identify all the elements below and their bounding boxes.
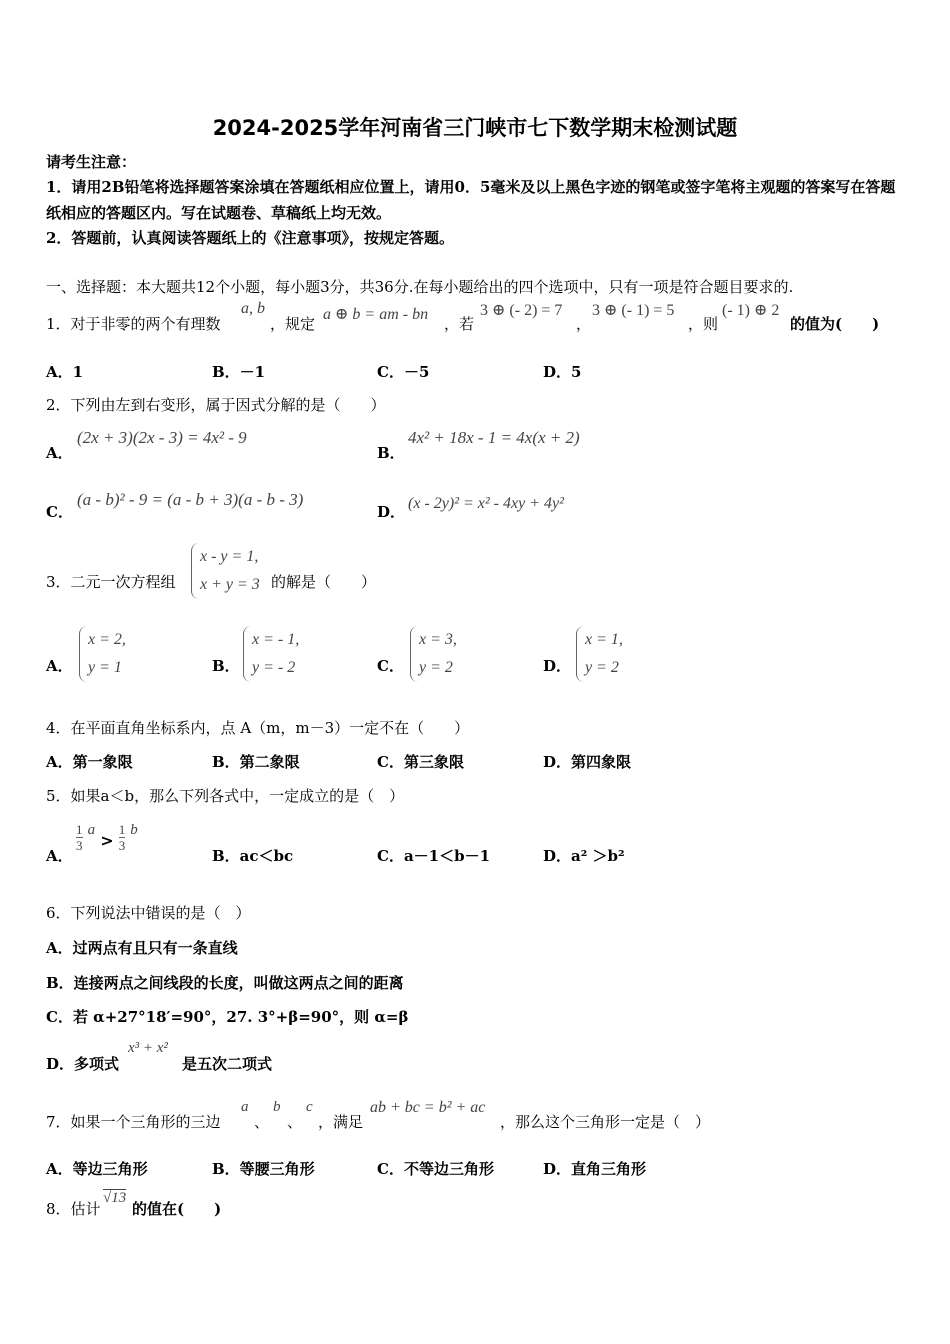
q1-option-b[interactable]: B．－1 (212, 363, 266, 381)
q2-expr-c: (a - b)² - 9 = (a - b + 3)(a - b - 3) (77, 490, 304, 509)
q5-var-b: b (130, 822, 138, 838)
q7-text-2: ，满足 (318, 1113, 364, 1131)
q7-option-b[interactable]: B．等腰三角形 (212, 1160, 315, 1178)
q3-option-d[interactable]: D． (543, 657, 572, 675)
q4-option-d[interactable]: D．第四象限 (543, 753, 632, 771)
q4-option-b[interactable]: B．第二象限 (212, 753, 300, 771)
q4-option-a[interactable]: A．第一象限 (46, 753, 133, 771)
q8-text-1: 8．估计 (46, 1200, 101, 1218)
q3-c-eq1: x = 3, (419, 631, 457, 648)
q3-text-1: 3．二元一次方程组 (46, 573, 176, 591)
q6-d-expr: x³ + x² (128, 1040, 168, 1056)
q6-option-d-tail: 是五次二项式 (182, 1055, 273, 1073)
q2-option-d[interactable]: D． (377, 503, 406, 521)
notice-item-2: 2．答题前，认真阅读答题纸上的《注意事项》，按规定答题。 (46, 229, 454, 247)
q2-option-a[interactable]: A． (46, 444, 73, 462)
q3-option-b[interactable]: B． (212, 657, 240, 675)
q2-stem: 2．下列由左到右变形，属于因式分解的是（ ） (46, 396, 386, 414)
q2-option-b[interactable]: B． (377, 444, 405, 462)
q1-text-1: 1．对于非零的两个有理数 (46, 315, 221, 333)
q7-sep-1: 、 (254, 1113, 270, 1131)
q3-system-d (576, 626, 623, 682)
q3-d-eq1: x = 1, (585, 631, 623, 648)
q1-option-d[interactable]: D．5 (543, 363, 582, 381)
q4-stem: 4．在平面直角坐标系内，点 A（m，m－3）一定不在（ ） (46, 719, 470, 737)
q1-cond2: 3 ⊕ (- 1) = 5 (592, 302, 675, 319)
q3-b-eq2: y = - 2 (252, 659, 296, 676)
q7-b: b (273, 1099, 281, 1115)
q1-cond1: 3 ⊕ (- 2) = 7 (480, 302, 563, 319)
q5-var-a: a (87, 822, 96, 838)
q3-b-eq1: x = - 1, (252, 631, 300, 648)
q6-option-c[interactable]: C．若 α+27°18′=90°，27. 3°+β=90°，则 α=β (46, 1008, 409, 1026)
q7-text-3: ，那么这个三角形一定是（ ） (500, 1113, 711, 1131)
q2-option-c[interactable]: C． (46, 503, 73, 521)
q8-text-2: 的值在( ) (132, 1200, 222, 1218)
notice-item-1: 1．请用2B铅笔将选择题答案涂填在答题纸相应位置上，请用0．5毫米及以上黑色字迹的钢笔或签字笔将主观题的答案写在答题纸相应的答题区内。写在试题卷、草稿纸上均无效。 (46, 178, 896, 222)
section-heading: 一、选择题：本大题共12个小题，每小题3分，共36分.在每小题给出的四个选项中，只有一项是符合题目要求的. (46, 278, 794, 296)
page-title: 2024-2025学年河南省三门峡市七下数学期末检测试题 (212, 116, 738, 140)
q2-expr-a: (2x + 3)(2x - 3) = 4x² - 9 (77, 428, 247, 447)
q7-option-a[interactable]: A．等边三角形 (46, 1160, 148, 1178)
q3-eq1: x - y = 1, (200, 548, 259, 565)
q1-comma: ， (576, 315, 592, 333)
q8-radical: √13 (103, 1190, 127, 1206)
q3-a-eq1: x = 2, (88, 631, 126, 648)
q6-option-b[interactable]: B．连接两点之间线段的长度，叫做这两点之间的距离 (46, 974, 404, 992)
q3-eq2: x + y = 3 (200, 576, 260, 593)
q1-option-c[interactable]: C．－5 (377, 363, 430, 381)
q1-text-2: ，规定 (270, 315, 316, 333)
q5-option-d[interactable]: D．a² ＞b² (543, 847, 625, 865)
q5-frac-1: $\frac{1}{3}$ (76, 822, 83, 853)
q6-option-d[interactable]: D．多项式 (46, 1055, 120, 1073)
q5-gt: > (100, 831, 114, 850)
q7-c: c (306, 1099, 313, 1115)
q7-cond: ab + bc = b² + ac (370, 1099, 486, 1116)
q1-var: a, b (241, 300, 265, 317)
q3-system-a (79, 626, 126, 682)
q5-expr-a (76, 822, 138, 853)
q7-sep-2: 、 (287, 1113, 303, 1131)
q5-option-b[interactable]: B．ac＜bc (212, 847, 294, 865)
q2-expr-d: (x - 2y)² = x² - 4xy + 4y² (408, 495, 564, 512)
q3-c-eq2: y = 2 (419, 659, 453, 676)
q6-stem: 6．下列说法中错误的是（ ） (46, 904, 251, 922)
q3-option-a[interactable]: A． (46, 657, 73, 675)
q7-text-1: 7．如果一个三角形的三边 (46, 1113, 221, 1131)
q1-text-3: ，若 (444, 315, 475, 333)
q2-expr-b: 4x² + 18x - 1 = 4x(x + 2) (408, 428, 580, 447)
q1-option-a[interactable]: A．1 (46, 363, 84, 381)
q3-system (191, 543, 260, 599)
q6-option-a[interactable]: A．过两点有且只有一条直线 (46, 939, 238, 957)
q5-frac-2: $\frac{1}{3}$ (118, 822, 126, 853)
q3-text-2: 的解是（ ） (271, 573, 377, 591)
q3-system-b (243, 626, 299, 682)
q5-option-a[interactable]: A． (46, 847, 73, 865)
q1-rule: a ⊕ b = am - bn (323, 306, 429, 323)
q1-text-5: 的值为( ) (790, 315, 880, 333)
q1-target: (- 1) ⊕ 2 (722, 302, 780, 319)
q5-option-c[interactable]: C．a－1＜b－1 (377, 847, 491, 865)
q7-option-c[interactable]: C．不等边三角形 (377, 1160, 494, 1178)
q7-a: a (241, 1099, 249, 1115)
q7-option-d[interactable]: D．直角三角形 (543, 1160, 647, 1178)
q3-option-c[interactable]: C． (377, 657, 404, 675)
q3-d-eq2: y = 2 (585, 659, 619, 676)
q5-stem: 5．如果a＜b，那么下列各式中，一定成立的是（ ） (46, 787, 405, 805)
notice-heading: 请考生注意： (46, 153, 137, 171)
q4-option-c[interactable]: C．第三象限 (377, 753, 464, 771)
q1-text-4: ，则 (688, 315, 719, 333)
q3-system-c (410, 626, 457, 682)
q3-a-eq2: y = 1 (88, 659, 122, 676)
